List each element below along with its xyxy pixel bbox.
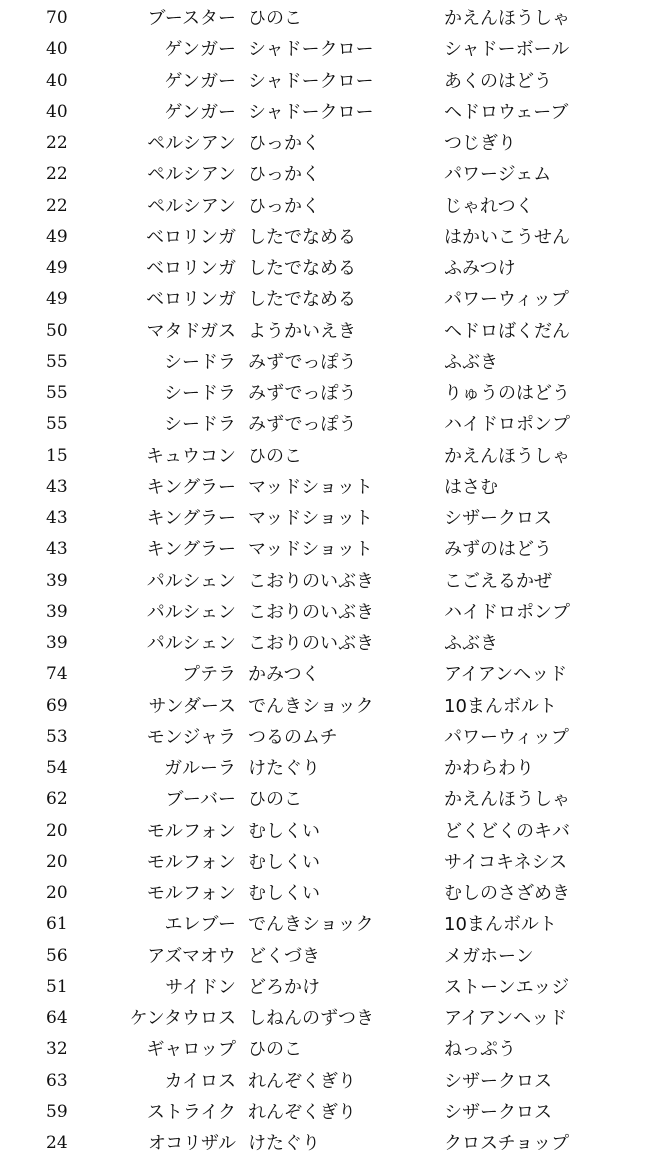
- table-row: [0, 1066, 650, 1097]
- level-cell: 20: [46, 883, 68, 903]
- fast-move-cell: こおりのいぶき: [248, 633, 374, 654]
- fast-move-cell: ひのこ: [248, 1039, 302, 1061]
- fast-move-cell: むしくい: [248, 820, 320, 842]
- level-cell: 50: [46, 320, 68, 341]
- pokemon-name-cell: ペルシアン: [147, 133, 236, 154]
- fast-move-cell: どろかけ: [248, 976, 320, 998]
- level-cell: 24: [46, 1133, 68, 1153]
- charged-move-cell: サイコキネシス: [444, 851, 568, 873]
- pokemon-name-cell: シードラ: [164, 383, 236, 404]
- charged-move-cell: 10まんボルト: [444, 914, 557, 936]
- table-row: [0, 409, 650, 440]
- pokemon-name-cell: ブースター: [147, 8, 236, 29]
- pokemon-name-cell: モルフォン: [146, 851, 236, 873]
- fast-move-cell: シャドークロー: [248, 39, 374, 61]
- pokemon-name-cell: プテラ: [182, 664, 236, 686]
- table-row: [0, 1034, 650, 1065]
- level-cell: 56: [46, 945, 68, 966]
- pokemon-name-cell: ベロリンガ: [146, 258, 236, 279]
- level-cell: 49: [46, 258, 68, 278]
- charged-move-cell: 10まんボルト: [444, 695, 557, 717]
- charged-move-cell: ふぶき: [444, 633, 498, 654]
- pokemon-name-cell: キングラー: [146, 539, 236, 561]
- level-cell: 20: [46, 851, 68, 872]
- charged-move-cell: ストーンエッジ: [444, 976, 570, 998]
- pokemon-name-cell: パルシェン: [146, 570, 236, 592]
- charged-move-cell: みずのはどう: [444, 539, 552, 561]
- pokemon-name-cell: オコリザル: [147, 1133, 236, 1154]
- pokemon-name-cell: モルフォン: [146, 820, 236, 842]
- table-row: [0, 34, 650, 65]
- charged-move-cell: ハイドロポンプ: [444, 601, 570, 623]
- level-cell: 15: [46, 445, 68, 466]
- pokemon-name-cell: モルフォン: [146, 883, 236, 904]
- level-cell: 64: [46, 1008, 68, 1028]
- pokemon-name-cell: ベロリンガ: [146, 226, 236, 248]
- level-cell: 59: [46, 1101, 68, 1122]
- fast-move-cell: ひのこ: [248, 445, 302, 467]
- pokemon-name-cell: ゲンガー: [164, 101, 236, 123]
- charged-move-cell: シザークロス: [444, 1101, 552, 1123]
- table-row: [0, 972, 650, 1003]
- charged-move-cell: ヘドロばくだん: [444, 320, 570, 342]
- fast-move-cell: ひっかく: [248, 195, 320, 217]
- charged-move-cell: こごえるかぜ: [444, 570, 552, 592]
- table-row: [0, 1097, 650, 1128]
- charged-move-cell: メガホーン: [444, 945, 534, 967]
- level-cell: 39: [46, 601, 68, 622]
- level-cell: 20: [46, 820, 68, 841]
- fast-move-cell: ひのこ: [248, 789, 302, 811]
- pokemon-name-cell: アズマオウ: [147, 945, 236, 967]
- charged-move-cell: シザークロス: [444, 508, 552, 529]
- table-row: [0, 253, 650, 284]
- level-cell: 22: [46, 164, 68, 185]
- table-row: [0, 128, 650, 159]
- fast-move-cell: かみつく: [248, 664, 320, 686]
- fast-move-cell: マッドショット: [248, 539, 373, 561]
- fast-move-cell: シャドークロー: [248, 101, 374, 123]
- charged-move-cell: パワージェム: [444, 164, 552, 186]
- charged-move-cell: つじぎり: [444, 133, 516, 154]
- level-cell: 22: [46, 133, 68, 153]
- table-row: [0, 534, 650, 565]
- pokemon-name-cell: サンダース: [148, 695, 236, 717]
- level-cell: 40: [46, 101, 68, 122]
- charged-move-cell: あくのはどう: [444, 70, 552, 92]
- fast-move-cell: ひっかく: [248, 164, 320, 186]
- charged-move-cell: りゅうのはどう: [444, 383, 570, 404]
- pokemon-name-cell: シードラ: [164, 351, 236, 373]
- fast-move-cell: こおりのいぶき: [248, 601, 374, 623]
- table-row: [0, 753, 650, 784]
- charged-move-cell: じゃれつく: [444, 195, 534, 217]
- pokemon-name-cell: カイロス: [164, 1070, 236, 1092]
- level-cell: 40: [46, 70, 68, 91]
- pokemon-name-cell: キングラー: [146, 476, 236, 498]
- table-row: [0, 222, 650, 253]
- level-cell: 74: [46, 664, 68, 685]
- pokemon-name-cell: ギャロップ: [146, 1039, 236, 1061]
- charged-move-cell: かえんほうしゃ: [444, 8, 570, 29]
- charged-move-cell: パワーウィップ: [444, 726, 569, 748]
- charged-move-cell: はさむ: [444, 476, 498, 498]
- pokemon-name-cell: エレブー: [164, 914, 236, 936]
- pokemon-name-cell: ストライク: [146, 1101, 236, 1123]
- fast-move-cell: マッドショット: [248, 476, 373, 498]
- fast-move-cell: したでなめる: [248, 289, 356, 311]
- table-row: [0, 1128, 650, 1159]
- level-cell: 63: [46, 1070, 68, 1091]
- level-cell: 40: [46, 39, 68, 60]
- table-row: [0, 1003, 650, 1034]
- table-row: [0, 3, 650, 34]
- charged-move-cell: クロスチョップ: [444, 1133, 570, 1154]
- fast-move-cell: シャドークロー: [248, 70, 374, 92]
- level-cell: 22: [46, 195, 68, 216]
- pokemon-name-cell: ブーバー: [165, 789, 236, 811]
- pokemon-name-cell: サイドン: [165, 976, 236, 998]
- level-cell: 51: [46, 976, 68, 997]
- charged-move-cell: むしのさざめき: [444, 883, 570, 904]
- level-cell: 55: [46, 414, 68, 435]
- fast-move-cell: むしくい: [248, 851, 320, 873]
- table-row: [0, 878, 650, 909]
- table-row: [0, 284, 650, 315]
- level-cell: 49: [46, 289, 68, 310]
- charged-move-cell: ねっぷう: [444, 1039, 516, 1061]
- level-cell: 32: [46, 1039, 68, 1060]
- pokemon-name-cell: ゲンガー: [164, 39, 236, 61]
- charged-move-cell: ヘドロウェーブ: [444, 101, 569, 123]
- charged-move-cell: ふぶき: [444, 351, 498, 373]
- pokemon-name-cell: ペルシアン: [147, 164, 236, 186]
- table-row: [0, 909, 650, 940]
- table-row: [0, 566, 650, 597]
- fast-move-cell: でんきショック: [248, 914, 374, 936]
- charged-move-cell: パワーウィップ: [444, 289, 569, 311]
- pokemon-move-table: [0, 3, 650, 1159]
- pokemon-name-cell: ケンタウロス: [129, 1008, 236, 1029]
- pokemon-name-cell: パルシェン: [146, 633, 236, 654]
- pokemon-name-cell: シードラ: [164, 414, 236, 436]
- level-cell: 61: [46, 914, 68, 935]
- pokemon-name-cell: キングラー: [146, 508, 236, 529]
- fast-move-cell: けたぐり: [248, 758, 320, 779]
- table-row: [0, 816, 650, 847]
- fast-move-cell: ひのこ: [248, 8, 302, 29]
- fast-move-cell: どくづき: [248, 945, 320, 967]
- charged-move-cell: どくどくのキバ: [444, 820, 570, 842]
- pokemon-name-cell: モンジャラ: [146, 726, 236, 748]
- pokemon-name-cell: ペルシアン: [147, 195, 236, 217]
- fast-move-cell: こおりのいぶき: [248, 570, 374, 592]
- fast-move-cell: みずでっぽう: [248, 414, 357, 436]
- charged-move-cell: アイアンヘッド: [444, 664, 568, 686]
- table-row: [0, 597, 650, 628]
- level-cell: 39: [46, 570, 68, 591]
- table-row: [0, 941, 650, 972]
- fast-move-cell: ひっかく: [248, 133, 320, 154]
- table-row: [0, 722, 650, 753]
- table-row: [0, 316, 650, 347]
- table-row: [0, 503, 650, 534]
- charged-move-cell: かえんほうしゃ: [444, 789, 570, 811]
- table-row: [0, 847, 650, 878]
- table-row: [0, 691, 650, 722]
- pokemon-name-cell: ガルーラ: [164, 758, 236, 779]
- table-row: [0, 472, 650, 503]
- level-cell: 70: [46, 8, 68, 28]
- fast-move-cell: れんぞくぎり: [248, 1101, 356, 1123]
- fast-move-cell: しねんのずつき: [248, 1008, 374, 1029]
- fast-move-cell: つるのムチ: [248, 726, 338, 748]
- level-cell: 43: [46, 539, 68, 560]
- charged-move-cell: かわらわり: [444, 758, 534, 779]
- pokemon-name-cell: ゲンガー: [164, 70, 236, 92]
- charged-move-cell: シザークロス: [444, 1070, 552, 1092]
- pokemon-name-cell: ベロリンガ: [146, 289, 236, 311]
- level-cell: 55: [46, 383, 68, 403]
- level-cell: 49: [46, 226, 68, 247]
- level-cell: 62: [46, 789, 68, 810]
- level-cell: 53: [46, 726, 68, 747]
- table-row: [0, 191, 650, 222]
- charged-move-cell: アイアンヘッド: [444, 1008, 568, 1029]
- table-row: [0, 159, 650, 190]
- fast-move-cell: みずでっぽう: [248, 383, 357, 404]
- charged-move-cell: はかいこうせん: [444, 226, 570, 248]
- level-cell: 43: [46, 508, 68, 528]
- table-row: [0, 378, 650, 409]
- fast-move-cell: れんぞくぎり: [248, 1070, 356, 1092]
- table-row: [0, 441, 650, 472]
- level-cell: 54: [46, 758, 68, 778]
- fast-move-cell: むしくい: [248, 883, 320, 904]
- pokemon-name-cell: マタドガス: [146, 320, 236, 342]
- pokemon-name-cell: パルシェン: [146, 601, 236, 623]
- table-row: [0, 659, 650, 690]
- fast-move-cell: したでなめる: [248, 258, 356, 279]
- fast-move-cell: みずでっぽう: [248, 351, 357, 373]
- fast-move-cell: けたぐり: [248, 1133, 320, 1154]
- table-row: [0, 66, 650, 97]
- level-cell: 43: [46, 476, 68, 497]
- table-row: [0, 97, 650, 128]
- table-row: [0, 628, 650, 659]
- level-cell: 55: [46, 351, 68, 372]
- charged-move-cell: シャドーボール: [444, 39, 570, 61]
- fast-move-cell: したでなめる: [248, 226, 356, 248]
- pokemon-name-cell: キュウコン: [146, 445, 236, 467]
- level-cell: 39: [46, 633, 68, 653]
- fast-move-cell: マッドショット: [248, 508, 373, 529]
- level-cell: 69: [46, 695, 68, 716]
- charged-move-cell: かえんほうしゃ: [444, 445, 570, 467]
- charged-move-cell: ふみつけ: [444, 258, 516, 279]
- table-row: [0, 784, 650, 815]
- fast-move-cell: ようかいえき: [248, 320, 356, 342]
- fast-move-cell: でんきショック: [248, 695, 374, 717]
- table-row: [0, 347, 650, 378]
- charged-move-cell: ハイドロポンプ: [444, 414, 570, 436]
